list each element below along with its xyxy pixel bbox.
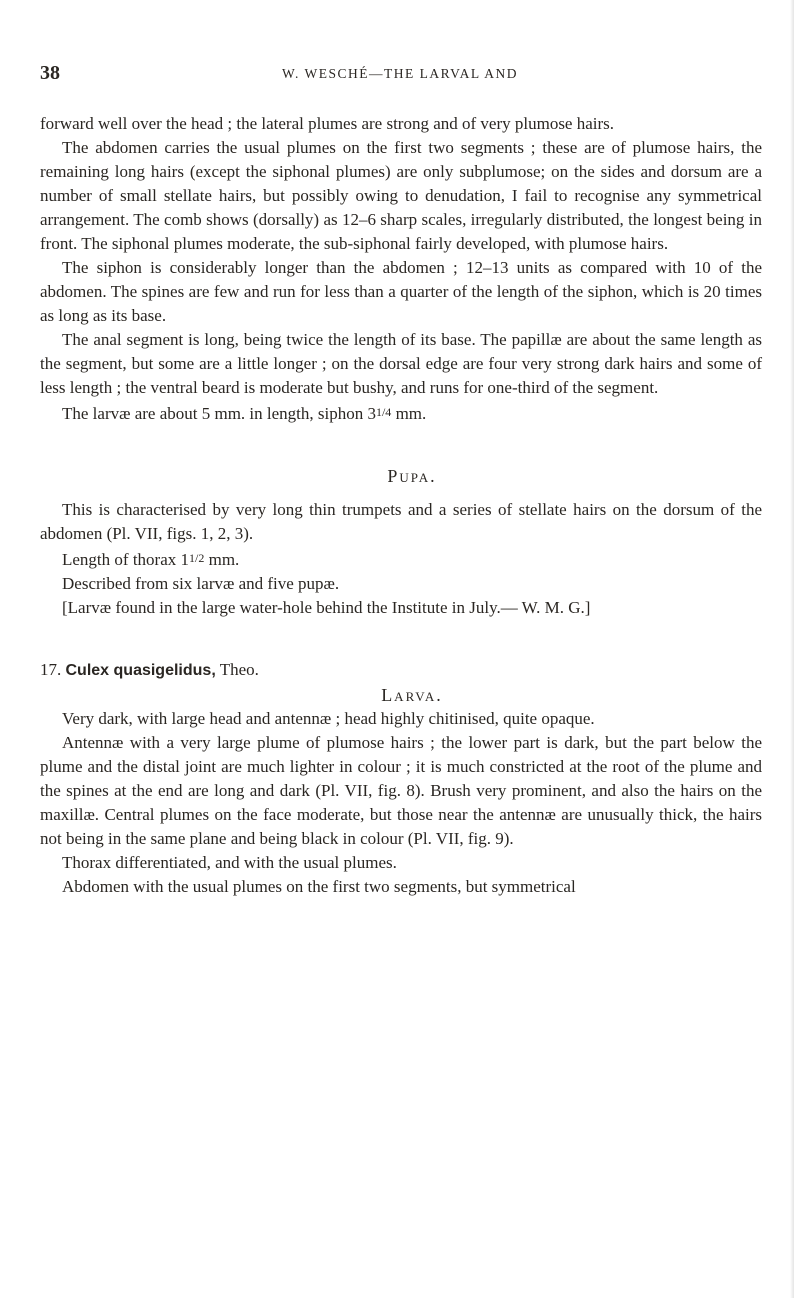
larvae-size-unit: mm. bbox=[391, 404, 427, 423]
running-head: W. WESCHÉ—THE LARVAL AND bbox=[282, 66, 518, 81]
larva-paragraph: Antennæ with a very large plume of plumose hairs ; the lower part is dark, but the part below the plume and the distal joint are much lighter in colour ; it is much constricted at the root of the plume and the spines at the end are long and dark (Pl. VII, fig. 8). Brush very prominent, and also the hairs on the maxillæ. Central plumes on the face moderate, but those near the antennæ are unusually thick, the hairs not being in the same plane and being black in colour (Pl. VII, fig. 9). bbox=[40, 733, 762, 848]
species-author: Theo. bbox=[219, 660, 259, 679]
species-heading bbox=[40, 658, 762, 683]
larvae-size-text: The larvæ are about 5 mm. in length, siphon 3 bbox=[62, 404, 376, 423]
described-from: Described from six larvæ and five pupæ. bbox=[62, 574, 340, 593]
larvae-size-fraction: 1/4 bbox=[375, 405, 392, 419]
pupa-heading: Pupa. bbox=[387, 466, 437, 486]
larva-paragraph: Very dark, with large head and antennæ ; head highly chitinised, quite opaque. bbox=[62, 709, 595, 728]
body-paragraph: The siphon is considerably longer than the abdomen ; 12–13 units as compared with 10 of the abdomen. The spines are few and run for less than a quarter of the length of the siphon, which is 20 times as long as its base. bbox=[40, 258, 762, 325]
thorax-length-text: Length of thorax 1 bbox=[62, 550, 189, 569]
body-paragraph: The abdomen carries the usual plumes on the first two segments ; these are of plumose hairs, the remaining long hairs (except the siphonal plumes) are only subplumose; on the sides and dorsum are a number of small stellate hairs, but possibly owing to denudation, I fail to recognise any symmetrical arrangement. The comb shows (dorsally) as 12–6 sharp scales, irregularly distributed, the longest being in front. The siphonal plumes moderate, the sub-siphonal fairly developed, with plumose hairs. bbox=[40, 138, 762, 253]
thorax-length bbox=[40, 546, 762, 572]
page-header bbox=[40, 62, 760, 86]
larva-paragraph: Thorax differentiated, and with the usual plumes. bbox=[62, 853, 397, 872]
species-number: 17. bbox=[40, 660, 62, 679]
larva-heading: Larva. bbox=[381, 685, 443, 705]
larvae-size-paragraph bbox=[40, 400, 762, 426]
page-body bbox=[40, 112, 762, 899]
page-edge-shadow bbox=[790, 0, 794, 1298]
thorax-length-fraction: 1/2 bbox=[189, 551, 205, 565]
page-number: 38 bbox=[40, 62, 60, 84]
species-name: Culex quasigelidus, bbox=[65, 662, 216, 679]
thorax-length-unit: mm. bbox=[204, 550, 240, 569]
body-paragraph: The anal segment is long, being twice the length of its base. The papillæ are about the same length as the segment, but some are a little longer ; on the dorsal edge are four very strong dark hairs and some of less length ; the ventral beard is moderate but bushy, and runs for one-third of the segment. bbox=[40, 330, 762, 397]
larva-paragraph: Abdomen with the usual plumes on the first two segments, but symmetrical bbox=[62, 877, 576, 896]
collection-note: [Larvæ found in the large water-hole behind the Institute in July.— W. M. G.] bbox=[62, 598, 591, 617]
pupa-description: This is characterised by very long thin trumpets and a series of stellate hairs on the dorsum of the abdomen (Pl. VII, figs. 1, 2, 3). bbox=[40, 500, 762, 543]
body-paragraph: forward well over the head ; the lateral plumes are strong and of very plumose hairs. bbox=[40, 114, 615, 133]
